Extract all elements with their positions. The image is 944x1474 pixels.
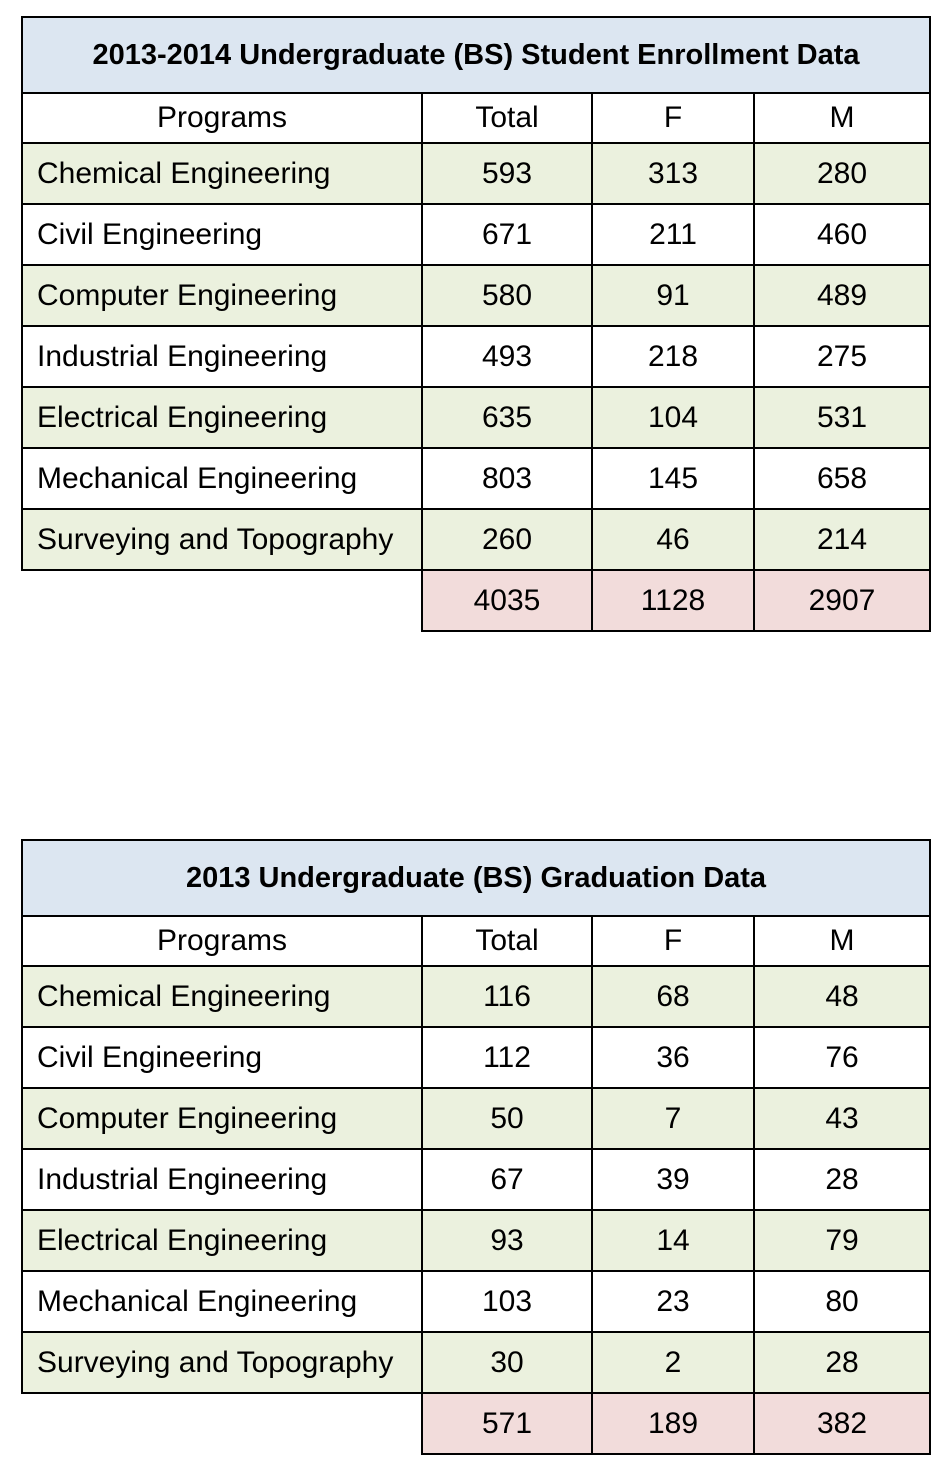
program-name-cell: Industrial Engineering bbox=[22, 1149, 422, 1210]
total-cell: 50 bbox=[422, 1088, 592, 1149]
table-row bbox=[22, 1271, 930, 1332]
male-count-cell: 43 bbox=[754, 1088, 930, 1149]
female-count-cell: 36 bbox=[592, 1027, 754, 1088]
table-row bbox=[22, 143, 930, 204]
program-name-cell: Civil Engineering bbox=[22, 1027, 422, 1088]
female-count-cell: 68 bbox=[592, 966, 754, 1027]
table-row bbox=[22, 204, 930, 265]
total-cell: 67 bbox=[422, 1149, 592, 1210]
female-count-cell: 91 bbox=[592, 265, 754, 326]
program-name-cell: Industrial Engineering bbox=[22, 326, 422, 387]
table-header-row bbox=[22, 916, 930, 966]
table-row bbox=[22, 1210, 930, 1271]
program-name-cell: Mechanical Engineering bbox=[22, 448, 422, 509]
female-count-cell: 211 bbox=[592, 204, 754, 265]
grand-total-cell: 571 bbox=[422, 1393, 592, 1454]
table-row bbox=[22, 265, 930, 326]
table-row bbox=[22, 1088, 930, 1149]
program-name-cell: Civil Engineering bbox=[22, 204, 422, 265]
grand-total-cell: 4035 bbox=[422, 570, 592, 631]
table-title-row bbox=[22, 840, 930, 916]
table-header-row bbox=[22, 93, 930, 143]
male-count-cell: 280 bbox=[754, 143, 930, 204]
female-count-cell: 145 bbox=[592, 448, 754, 509]
table-row bbox=[22, 448, 930, 509]
empty-cell bbox=[22, 1393, 422, 1454]
table-row bbox=[22, 1332, 930, 1393]
female-count-cell: 313 bbox=[592, 143, 754, 204]
program-name-cell: Surveying and Topography bbox=[22, 1332, 422, 1393]
program-name-cell: Computer Engineering bbox=[22, 265, 422, 326]
male-total-cell: 382 bbox=[754, 1393, 930, 1454]
male-count-cell: 80 bbox=[754, 1271, 930, 1332]
total-cell: 580 bbox=[422, 265, 592, 326]
table-title: 2013-2014 Undergraduate (BS) Student Enrollment Data bbox=[22, 17, 930, 93]
male-count-cell: 460 bbox=[754, 204, 930, 265]
female-count-cell: 7 bbox=[592, 1088, 754, 1149]
female-count-cell: 14 bbox=[592, 1210, 754, 1271]
male-count-cell: 531 bbox=[754, 387, 930, 448]
female-count-cell: 39 bbox=[592, 1149, 754, 1210]
male-count-cell: 489 bbox=[754, 265, 930, 326]
total-cell: 112 bbox=[422, 1027, 592, 1088]
totals-row bbox=[22, 570, 930, 631]
total-cell: 593 bbox=[422, 143, 592, 204]
total-cell: 103 bbox=[422, 1271, 592, 1332]
column-header-male: M bbox=[754, 93, 930, 143]
column-header-total: Total bbox=[422, 916, 592, 966]
male-count-cell: 28 bbox=[754, 1332, 930, 1393]
program-name-cell: Computer Engineering bbox=[22, 1088, 422, 1149]
total-cell: 635 bbox=[422, 387, 592, 448]
male-count-cell: 79 bbox=[754, 1210, 930, 1271]
female-count-cell: 46 bbox=[592, 509, 754, 570]
program-name-cell: Chemical Engineering bbox=[22, 143, 422, 204]
table-row bbox=[22, 1027, 930, 1088]
male-count-cell: 658 bbox=[754, 448, 930, 509]
program-name-cell: Mechanical Engineering bbox=[22, 1271, 422, 1332]
male-count-cell: 28 bbox=[754, 1149, 930, 1210]
table-row bbox=[22, 1149, 930, 1210]
program-name-cell: Electrical Engineering bbox=[22, 1210, 422, 1271]
female-count-cell: 218 bbox=[592, 326, 754, 387]
table-row bbox=[22, 966, 930, 1027]
total-cell: 30 bbox=[422, 1332, 592, 1393]
table-title-row bbox=[22, 17, 930, 93]
table-row bbox=[22, 509, 930, 570]
total-cell: 493 bbox=[422, 326, 592, 387]
female-count-cell: 23 bbox=[592, 1271, 754, 1332]
column-header-male: M bbox=[754, 916, 930, 966]
table-row bbox=[22, 326, 930, 387]
female-count-cell: 2 bbox=[592, 1332, 754, 1393]
graduation-table bbox=[21, 839, 931, 1455]
female-count-cell: 104 bbox=[592, 387, 754, 448]
female-total-cell: 1128 bbox=[592, 570, 754, 631]
male-count-cell: 48 bbox=[754, 966, 930, 1027]
column-header-programs: Programs bbox=[22, 93, 422, 143]
total-cell: 116 bbox=[422, 966, 592, 1027]
column-header-total: Total bbox=[422, 93, 592, 143]
column-header-female: F bbox=[592, 93, 754, 143]
total-cell: 260 bbox=[422, 509, 592, 570]
enrollment-table bbox=[21, 16, 931, 632]
total-cell: 93 bbox=[422, 1210, 592, 1271]
totals-row bbox=[22, 1393, 930, 1454]
table-title: 2013 Undergraduate (BS) Graduation Data bbox=[22, 840, 930, 916]
male-total-cell: 2907 bbox=[754, 570, 930, 631]
female-total-cell: 189 bbox=[592, 1393, 754, 1454]
male-count-cell: 275 bbox=[754, 326, 930, 387]
column-header-female: F bbox=[592, 916, 754, 966]
column-header-programs: Programs bbox=[22, 916, 422, 966]
program-name-cell: Chemical Engineering bbox=[22, 966, 422, 1027]
program-name-cell: Electrical Engineering bbox=[22, 387, 422, 448]
empty-cell bbox=[22, 570, 422, 631]
male-count-cell: 214 bbox=[754, 509, 930, 570]
total-cell: 803 bbox=[422, 448, 592, 509]
table-row bbox=[22, 387, 930, 448]
male-count-cell: 76 bbox=[754, 1027, 930, 1088]
total-cell: 671 bbox=[422, 204, 592, 265]
program-name-cell: Surveying and Topography bbox=[22, 509, 422, 570]
